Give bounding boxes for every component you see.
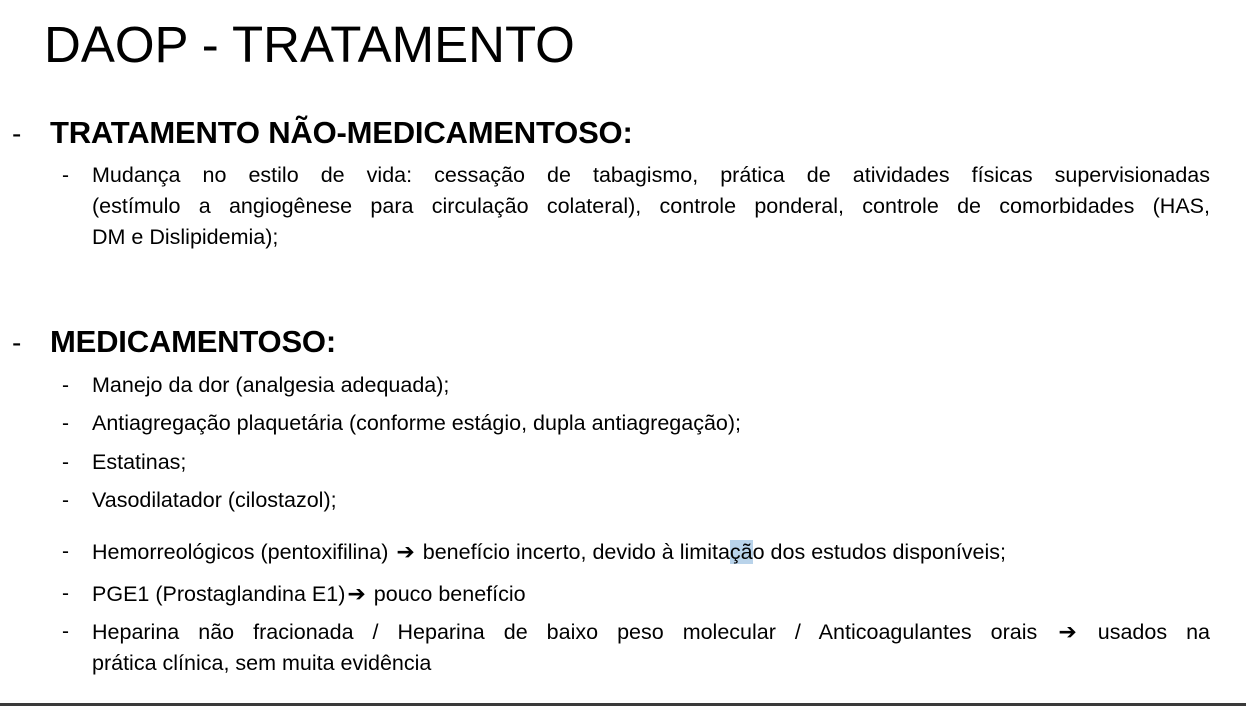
list-item-dash: - — [62, 412, 69, 435]
list-item-line: Mudança no estilo de vida: cessação de tabagismo, prática de atividades físicas supervisionadas — [92, 163, 1210, 187]
list-item-dash: - — [62, 451, 69, 474]
list-item-pge1 — [92, 578, 526, 610]
slide-title: DAOP - TRATAMENTO — [44, 16, 575, 73]
list-item-anticoagulants — [92, 616, 1210, 679]
section-dash: - — [12, 327, 22, 358]
list-item-dash: - — [62, 582, 69, 605]
list-item-dash: - — [62, 374, 69, 397]
section-heading-medication: MEDICAMENTOSO: — [50, 324, 336, 359]
list-item-text: pouco benefício — [367, 582, 526, 606]
list-item-vasodilator: Vasodilatador (cilostazol); — [92, 488, 337, 512]
list-item-text: o dos estudos disponíveis; — [752, 540, 1007, 564]
text-selection-highlight: çã — [729, 540, 753, 564]
right-arrow-icon: ➔ — [396, 539, 415, 564]
list-item-text: benefício incerto, devido à limita — [416, 540, 730, 564]
list-item-line: DM e Dislipidemia); — [92, 225, 279, 249]
right-arrow-icon: ➔ — [1058, 619, 1077, 644]
list-item-pain-management: Manejo da dor (analgesia adequada); — [92, 373, 450, 397]
list-item-text: Hemorreológicos (pentoxifilina) — [92, 540, 389, 564]
right-arrow-icon: ➔ — [347, 581, 366, 606]
section-heading-non-medication: TRATAMENTO NÃO-MEDICAMENTOSO: — [50, 115, 633, 150]
list-item-line: prática clínica, sem muita evidência — [92, 651, 432, 675]
list-item-line — [92, 616, 1210, 648]
list-item-line: (estímulo a angiogênese para circulação colateral), controle ponderal, controle de comorbidades (HAS, — [92, 194, 1210, 218]
list-item-text: usados na — [1078, 620, 1210, 644]
list-item-dash: - — [62, 540, 69, 563]
list-item-text: Heparina não fracionada / Heparina de baixo peso molecular / Anticoagulantes orais — [92, 620, 1038, 644]
list-item-dash: - — [62, 620, 69, 643]
list-item-statins: Estatinas; — [92, 450, 187, 474]
list-item-dash: - — [62, 164, 69, 187]
list-item-lifestyle — [92, 160, 1210, 253]
list-item-text: PGE1 (Prostaglandina E1) — [92, 582, 346, 606]
list-item-antiplatelet: Antiagregação plaquetária (conforme estágio, dupla antiagregação); — [92, 411, 742, 435]
list-item-dash: - — [62, 489, 69, 512]
list-item-hemorheologic — [92, 536, 1006, 568]
section-dash: - — [12, 118, 22, 149]
